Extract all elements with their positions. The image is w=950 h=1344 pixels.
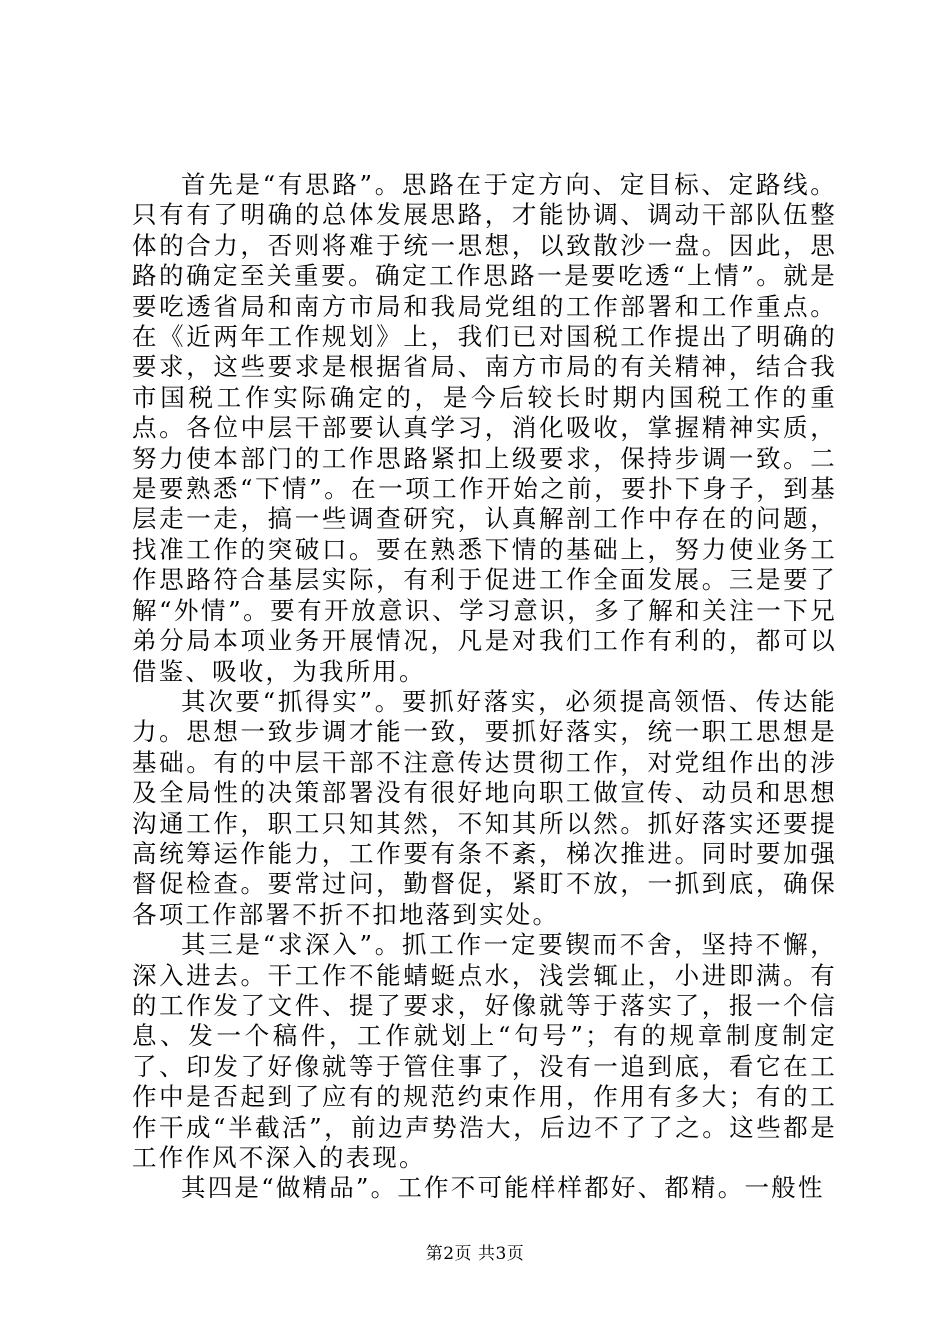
page-number: 第2页 共3页: [425, 1244, 525, 1264]
document-body: [132, 170, 837, 1204]
paragraph-1: 首先是“有思路”。思路在于定方向、定目标、定路线。只有有了明确的总体发展思路，才能协调、调动干部队伍整体的合力，否则将难于统一思想，以致散沙一盘。因此，思路的确定至关重要。确定工作思路一是要吃透“上情”。就是要吃透省局和南方市局和我局党组的工作部署和工作重点。在《近两年工作规划》上，我们已对国税工作提出了明确的要求，这些要求是根据省局、南方市局的有关精神，结合我市国税工作实际确定的，是今后较长时期内国税工作的重点。各位中层干部要认真学习，消化吸收，掌握精神实质，努力使本部门的工作思路紧扣上级要求，保持步调一致。二是要熟悉“下情”。在一项工作开始之前，要扑下身子，到基层走一走，搞一些调查研究，认真解剖工作中存在的问题，找准工作的突破口。要在熟悉下情的基础上，努力使业务工作思路符合基层实际，有利于促进工作全面发展。三是要了解“外情”。要有开放意识、学习意识，多了解和关注一下兄弟分局本项业务开展情况，凡是对我们工作有利的，都可以借鉴、吸收，为我所用。: [132, 170, 837, 686]
paragraph-2: 其次要“抓得实”。要抓好落实，必须提高领悟、传达能力。思想一致步调才能一致，要抓好落实，统一职工思想是基础。有的中层干部不注意传达贯彻工作，对党组作出的涉及全局性的决策部署没有很好地向职工做宣传、动员和思想沟通工作，职工只知其然，不知其所以然。抓好落实还要提高统筹运作能力，工作要有条不紊，梯次推进。同时要加强督促检查。要常过问，勤督促，紧盯不放，一抓到底，确保各项工作部署不折不扣地落到实处。: [132, 686, 837, 929]
page-footer: [0, 1243, 950, 1265]
paragraph-3: 其三是“求深入”。抓工作一定要锲而不舍，坚持不懈，深入进去。干工作不能蜻蜓点水，浅尝辄止，小进即满。有的工作发了文件、提了要求，好像就等于落实了，报一个信息、发一个稿件，工作就划上“句号”；有的规章制度制定了、印发了好像就等于管住事了，没有一追到底，看它在工作中是否起到了应有的规范约束作用，作用有多大；有的工作干成“半截活”，前边声势浩大，后边不了了之。这些都是工作作风不深入的表现。: [132, 930, 837, 1172]
paragraph-4: 其四是“做精品”。工作不可能样样都好、都精。一般性: [181, 1173, 825, 1203]
